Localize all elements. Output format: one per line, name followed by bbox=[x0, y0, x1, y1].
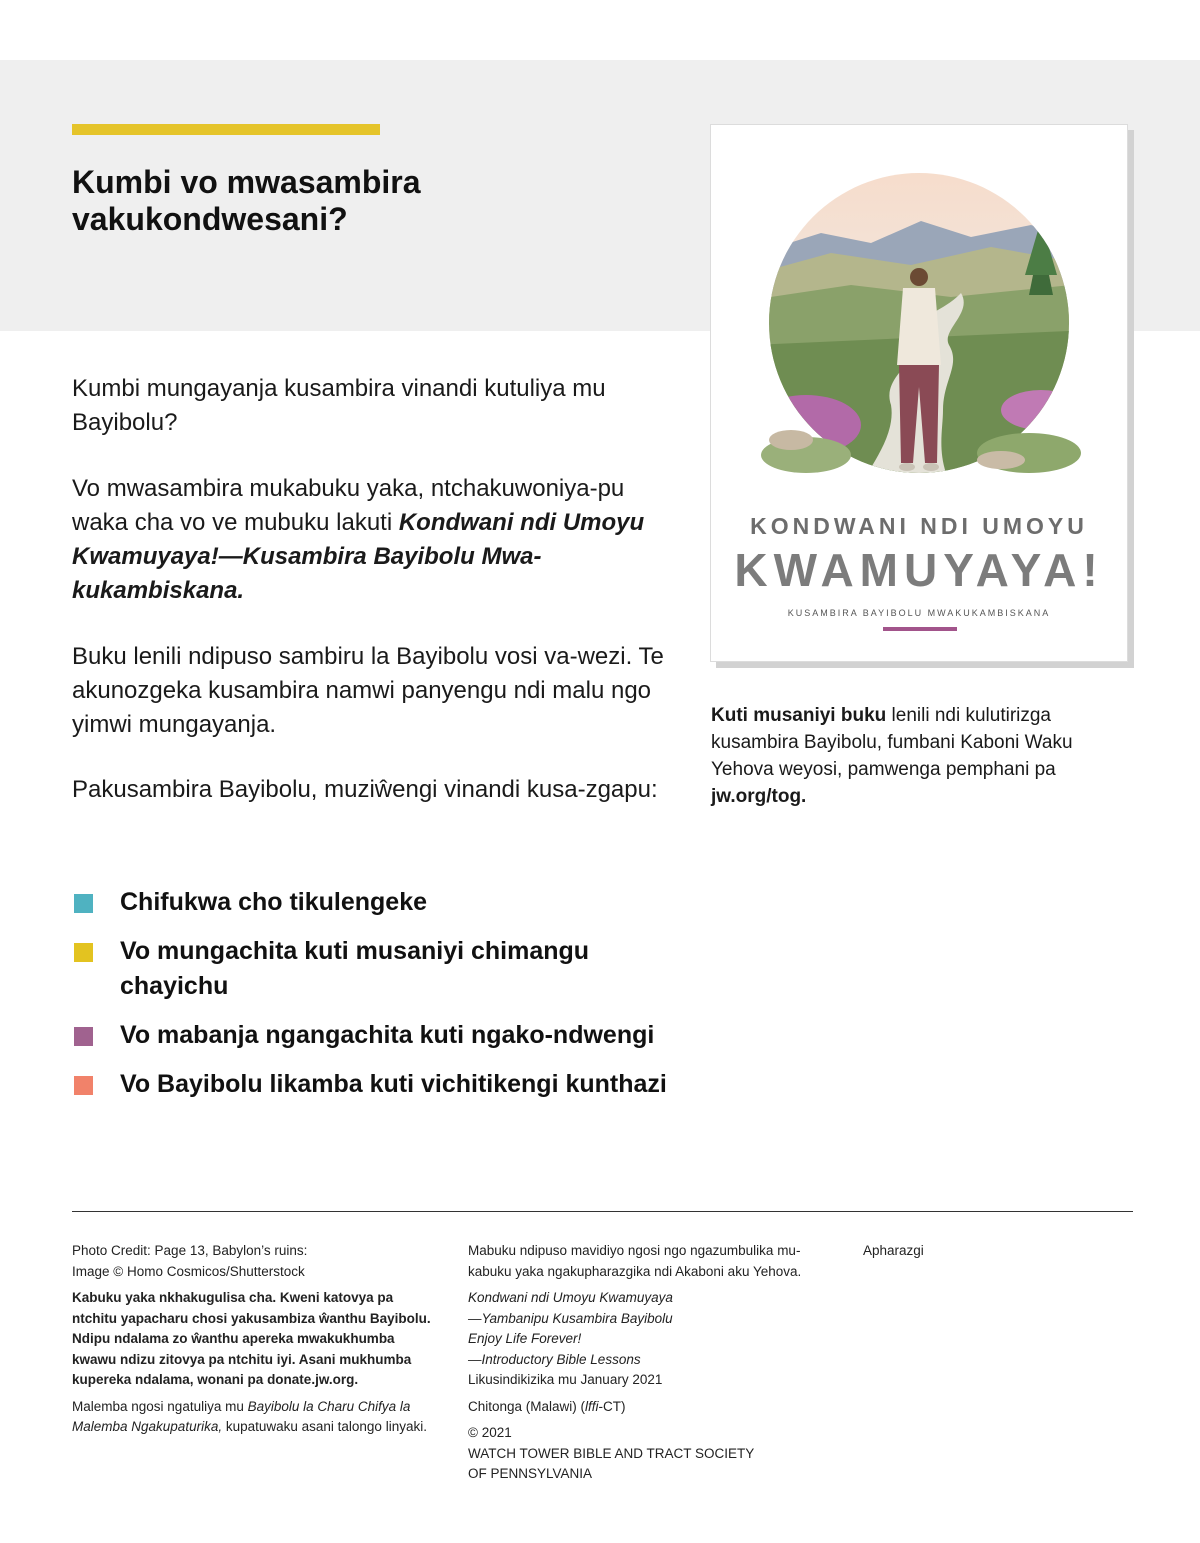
request-book-note bbox=[711, 702, 1131, 810]
topic-list bbox=[72, 885, 672, 1116]
photo-credit-line1: Photo Credit: Page 13, Babylon’s ruins: bbox=[72, 1243, 308, 1258]
title-english-line1: Enjoy Life Forever! bbox=[468, 1331, 582, 1346]
topic-item-label: Vo mabanja ngangachita kuti ngako-ndwengi bbox=[120, 1021, 655, 1049]
topic-item bbox=[72, 934, 672, 1004]
yellow-square-icon bbox=[74, 943, 93, 962]
publication-titles bbox=[468, 1288, 828, 1391]
page-title bbox=[72, 164, 592, 238]
topic-item bbox=[72, 1018, 672, 1053]
intro-paragraph-4: Pakusambira Bayibolu, muziŵengi vinandi kusa-zgapu: bbox=[72, 776, 658, 803]
book-cover bbox=[710, 124, 1128, 662]
scripture-note-end: kupatuwaku asani talongo linyaki. bbox=[222, 1419, 427, 1434]
publisher-line2: OF PENNSYLVANIA bbox=[468, 1466, 593, 1481]
intro-paragraph-2 bbox=[72, 472, 672, 608]
scripture-note bbox=[72, 1397, 432, 1438]
language-code bbox=[468, 1397, 828, 1418]
copyright-year: © 2021 bbox=[468, 1425, 512, 1440]
donation-notice: Kabuku yaka nkhakugulisa cha. Kweni katovya pa ntchitu yapacharu chosi yakusambiza ŵanthu Bayibolu. Ndipu ndalama zo ŵanthu apereka mwakukhumba kwawu ndizu zitovya pa ntchitu iyi. Asani mukhumba kupereka ndalama, wonani pa donate.jw.org. bbox=[72, 1290, 431, 1387]
intro-paragraph-2-text: Vo mwasambira mukabuku yaka, ntchakuwoniya-pu waka cha vo ve mubuku lakuti bbox=[72, 475, 625, 536]
publisher-line1: WATCH TOWER BIBLE AND TRACT SOCIETY bbox=[468, 1445, 755, 1461]
copyright bbox=[468, 1423, 828, 1485]
teal-square-icon bbox=[74, 894, 93, 913]
scripture-note-text: Malemba ngosi ngatuliya mu bbox=[72, 1398, 248, 1414]
request-book-lead: Kuti musaniyi buku bbox=[711, 705, 887, 726]
page-title-line1: Kumbi vo mwasambira bbox=[72, 164, 421, 200]
intro-paragraph-3: Buku lenili ndipuso sambiru la Bayibolu vosi va-wezi. Te akunozgeka kusambira namwi panyengu ndi malu ngo yimwi mungayanja. bbox=[72, 643, 664, 738]
book-cover-subtitle: KUSAMBIRA BAYIBOLU MWAKUKAMBISKANA bbox=[787, 608, 1051, 618]
language-name: Chitonga (Malawi) ( bbox=[468, 1398, 586, 1414]
book-title-reference: Kondwani ndi Umoyu Kwamuyaya!—Kusambira Bayibolu Mwa-kukambiskana. bbox=[72, 509, 645, 604]
topic-item-label: Vo Bayibolu likamba kuti vichitikengi kunthazi bbox=[120, 1070, 667, 1098]
photo-credit bbox=[72, 1241, 432, 1282]
footer-divider bbox=[72, 1211, 1133, 1212]
footer-column-3 bbox=[863, 1241, 1063, 1268]
title-english-line2: —Introductory Bible Lessons bbox=[468, 1351, 641, 1367]
title-local-line1: Kondwani ndi Umoyu Kwamuyaya bbox=[468, 1290, 673, 1305]
orange-square-icon bbox=[74, 1076, 93, 1095]
page-title-line2: vakukondwesani? bbox=[72, 201, 348, 237]
book-cover-title-line2: KWAMUYAYA! bbox=[734, 544, 1104, 596]
intro-paragraph-1: Kumbi mungayanja kusambira vinandi kutuliya mu Bayibolu? bbox=[72, 375, 606, 436]
title-local-line2: —Yambanipu Kusambira Bayibolu bbox=[468, 1310, 673, 1326]
footer-column-1 bbox=[72, 1241, 432, 1444]
jw-org-link[interactable]: jw.org/tog. bbox=[711, 786, 807, 807]
book-cover-accent-rule bbox=[883, 627, 957, 631]
print-date: Likusindikizika mu January 2021 bbox=[468, 1372, 663, 1387]
topic-item-label: Chifukwa cho tikulengeke bbox=[120, 888, 428, 916]
request-book-text: lenili ndi kulutirizga kusambira Bayibolu, fumbani Kaboni Waku Yehova weyosi, pamwenga pemphani pa bbox=[711, 705, 1073, 780]
footer-column-2 bbox=[468, 1241, 828, 1491]
bible-title: Bayibolu la Charu Chifya la Malemba Ngakupaturika, bbox=[72, 1398, 411, 1434]
purple-square-icon bbox=[74, 1027, 93, 1046]
book-cover-illustration bbox=[711, 125, 1127, 505]
topic-item-label: Vo mungachita kuti musaniyi chimangu chayichu bbox=[120, 937, 590, 1000]
topic-item bbox=[72, 885, 672, 920]
language-code-suffix: -CT) bbox=[598, 1398, 626, 1414]
photo-credit-line2: Image © Homo Cosmicos/Shutterstock bbox=[72, 1263, 305, 1279]
language-code-italic: lffi bbox=[585, 1398, 599, 1414]
publisher-label: Apharazgi bbox=[863, 1243, 924, 1258]
book-cover-title-line1: KONDWANI NDI UMOYU bbox=[750, 513, 1088, 539]
topic-item bbox=[72, 1067, 672, 1102]
publications-note: Mabuku ndipuso mavidiyo ngosi ngo ngazumbulika mu-kabuku yaka ngakupharazgika ndi Akaboni aku Yehova. bbox=[468, 1243, 802, 1279]
accent-bar bbox=[72, 124, 380, 135]
